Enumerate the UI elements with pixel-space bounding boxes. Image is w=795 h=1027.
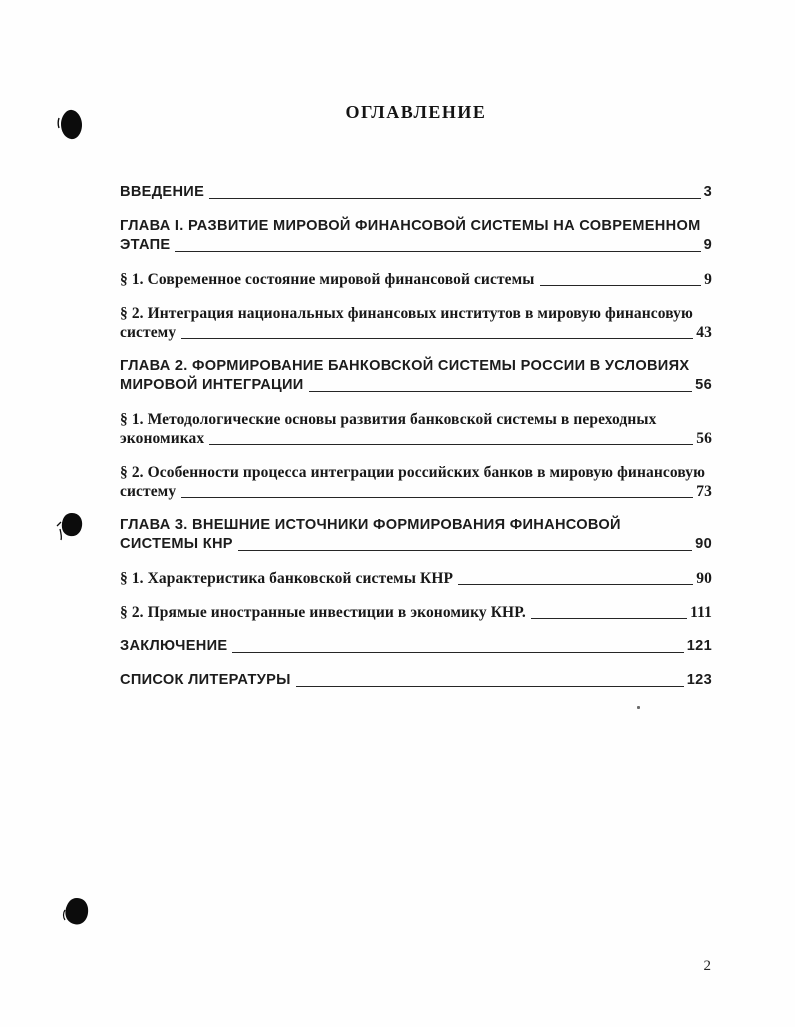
- leader-line: [209, 444, 693, 445]
- toc-page-number: 9: [703, 237, 712, 253]
- toc-page-number: 73: [696, 483, 712, 500]
- toc-entry-text: МИРОВОЙ ИНТЕГРАЦИИ: [120, 377, 304, 393]
- toc-page-number: 43: [696, 324, 712, 341]
- toc-page-number: 9: [704, 271, 712, 288]
- toc-entry-text: ГЛАВА 2. ФОРМИРОВАНИЕ БАНКОВСКОЙ СИСТЕМЫ РОССИИ В УСЛОВИЯХ: [120, 358, 690, 374]
- toc-entry: [120, 270, 712, 289]
- toc-entry-last-line: [120, 376, 712, 395]
- leader-line: [309, 391, 693, 392]
- toc-entry-text: § 1. Методологические основы развития банковской системы в переходных: [120, 411, 657, 428]
- scan-speck: [637, 706, 640, 709]
- toc-entry-text: экономиках: [120, 430, 205, 447]
- toc-entry-last-line: [120, 603, 712, 622]
- toc-entry-text: ЗАКЛЮЧЕНИЕ: [120, 638, 228, 654]
- toc-page-number: 56: [695, 377, 712, 393]
- toc-entry-last-line: [120, 429, 712, 448]
- toc-entry-last-line: [120, 323, 712, 342]
- toc-entry-text: систему: [120, 483, 177, 500]
- toc-entry: [120, 410, 712, 448]
- toc-entry-text: ВВЕДЕНИЕ: [120, 184, 205, 200]
- toc-entry-last-line: [120, 637, 712, 656]
- toc-entry-text: ГЛАВА I. РАЗВИТИЕ МИРОВОЙ ФИНАНСОВОЙ СИСТЕМЫ НА СОВРЕМЕННОМ: [120, 218, 701, 234]
- toc-entry-last-line: [120, 671, 712, 690]
- toc-entry-last-line: [120, 482, 712, 501]
- leader-line: [458, 584, 693, 585]
- leader-line: [296, 686, 684, 687]
- leader-line: [175, 251, 700, 252]
- toc-entry-text: ЭТАПЕ: [120, 237, 171, 253]
- toc-entry-text: систему: [120, 324, 177, 341]
- toc-page-number: 56: [696, 430, 712, 447]
- ink-blob-artifact: [55, 510, 89, 548]
- toc-entry-text: ГЛАВА 3. ВНЕШНИЕ ИСТОЧНИКИ ФОРМИРОВАНИЯ ФИНАНСОВОЙ: [120, 517, 621, 533]
- toc-page-number: 90: [695, 536, 712, 552]
- toc-entry-last-line: [120, 183, 712, 202]
- toc-entry-last-line: [120, 270, 712, 289]
- leader-line: [181, 497, 693, 498]
- toc-page-number: 123: [686, 672, 712, 688]
- leader-line: [209, 198, 700, 199]
- toc-entry: [120, 569, 712, 588]
- page-title: ОГЛАВЛЕНИЕ: [345, 102, 487, 122]
- toc-entry: [120, 183, 712, 202]
- ink-blob-artifact: [56, 108, 90, 146]
- page-number: 2: [703, 958, 711, 974]
- leader-line: [540, 285, 702, 286]
- toc-page-number: 3: [703, 184, 712, 200]
- toc-page-number: 111: [690, 604, 712, 621]
- toc-entry: [120, 217, 712, 255]
- toc-entry: [120, 637, 712, 656]
- toc-entry-text: СПИСОК ЛИТЕРАТУРЫ: [120, 672, 291, 688]
- toc-entry: [120, 304, 712, 342]
- toc-page-number: 90: [696, 570, 712, 587]
- leader-line: [181, 338, 693, 339]
- toc-entry: [120, 463, 712, 501]
- leader-line: [232, 652, 683, 653]
- toc-entry-last-line: [120, 569, 712, 588]
- toc-entry-text: § 1. Характеристика банковской системы КНР: [120, 570, 454, 587]
- toc-entry: [120, 357, 712, 395]
- toc-entry: [120, 603, 712, 622]
- toc-entry-text: СИСТЕМЫ КНР: [120, 536, 233, 552]
- leader-line: [238, 550, 692, 551]
- toc-entry-text: § 1. Современное состояние мировой финансовой системы: [120, 271, 535, 288]
- toc-entry-text: § 2. Особенности процесса интеграции российских банков в мировую финансовую: [120, 464, 706, 481]
- leader-line: [531, 618, 687, 619]
- toc-page-number: 121: [686, 638, 712, 654]
- ink-blob-artifact: [59, 894, 95, 934]
- toc-entry-text: § 2. Интеграция национальных финансовых институтов в мировую финансовую: [120, 305, 693, 322]
- toc-entry-text: § 2. Прямые иностранные инвестиции в экономику КНР.: [120, 604, 526, 621]
- toc-entry-last-line: [120, 236, 712, 255]
- toc-entry: [120, 516, 712, 554]
- toc-list: [120, 183, 712, 690]
- toc-entry: [120, 671, 712, 690]
- toc-entry-last-line: [120, 535, 712, 554]
